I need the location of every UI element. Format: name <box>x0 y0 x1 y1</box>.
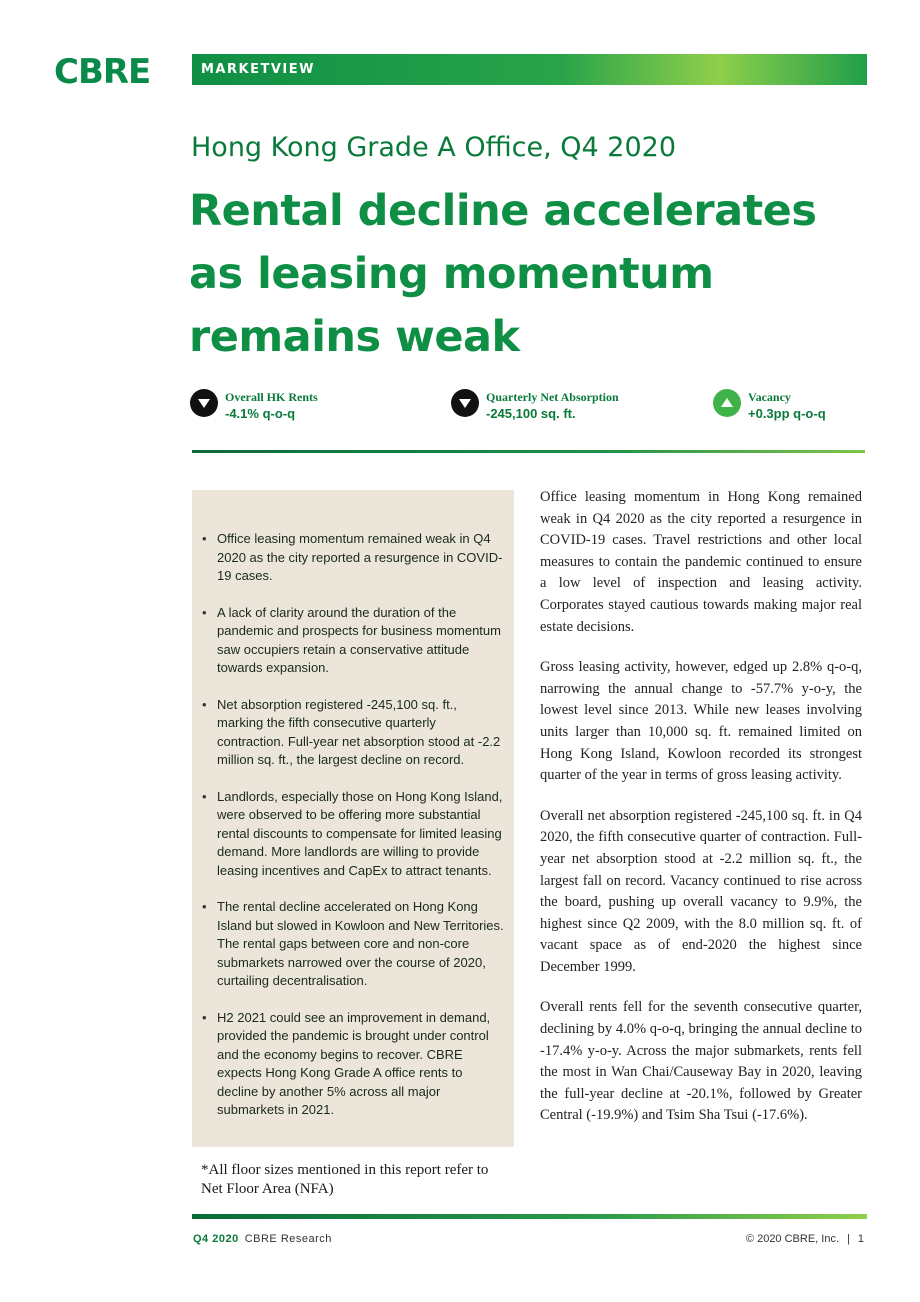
list-item-text: A lack of clarity around the duration of the pandemic and prospects for business momentum saw occupiers retain a conservative attitude towards expansion. <box>217 604 501 675</box>
list-item-text: Office leasing momentum remained weak in Q4 2020 as the city reported a resurgence in COVID-19 cases. <box>217 531 503 583</box>
bullet-icon: • <box>202 604 207 620</box>
bullet-icon: • <box>202 696 207 712</box>
bullet-icon: • <box>202 788 207 804</box>
footer-page-info <box>746 1233 864 1245</box>
footer-separator: | <box>847 1233 850 1245</box>
kpi-label: Vacancy <box>748 390 791 404</box>
bullet-icon: • <box>202 899 207 914</box>
headline: Rental decline accelerates as leasing momentum remains weak <box>189 186 817 362</box>
marketview-banner <box>192 54 867 85</box>
kpi-label: Quarterly Net Absorption <box>486 390 619 404</box>
list-item <box>192 530 514 586</box>
kpi-value: -245,100 sq. ft. <box>486 406 576 421</box>
page-number: 1 <box>857 1233 864 1245</box>
bullet-icon: • <box>202 1009 207 1025</box>
paragraph: Overall net absorption registered -245,100 sq. ft. in Q4 2020, the fifth consecutive quarter of contraction. Full-year net absorption stood at -2.2 million sq. ft., the largest fall on record. Vacancy continued to rise across the board, pushing up overall vacancy to 9.9%, the highest since Q2 2009, with the 8.0 million sq. ft. of vacant space as of end-2020 the highest since December 1999. <box>540 807 862 975</box>
footer-source <box>193 1233 332 1245</box>
copyright: © 2020 CBRE, Inc. <box>745 1233 840 1245</box>
list-item <box>192 696 514 770</box>
list-item-text: Net absorption registered -245,100 sq. ft., marking the fifth consecutive quarterly contraction. Full-year net absorption stood at -2.2 million sq. ft., the largest decline on record. <box>217 696 501 767</box>
arrow-down-icon <box>451 389 479 417</box>
banner-label: MARKETVIEW <box>201 62 315 77</box>
kpi-label: Overall HK Rents <box>225 390 318 404</box>
arrow-down-icon <box>190 389 218 417</box>
bullet-icon: • <box>202 531 207 546</box>
report-subtitle: Hong Kong Grade A Office, Q4 2020 <box>191 132 677 163</box>
list-item <box>192 898 514 991</box>
footer-divider <box>192 1214 867 1219</box>
list-item <box>192 1009 514 1120</box>
paragraph: Overall rents fell for the seventh consecutive quarter, declining by 4.0% q-o-q, bringing the annual decline to -17.4% y-o-y. Across the major submarkets, rents fell the most in Wan Chai/Causeway Bay in 2020, leaving the full-year decline at -20.1%, followed by Greater Central (-19.9%) and Tsim Sha Tsui (-17.6%). <box>540 999 862 1124</box>
list-item-text: H2 2021 could see an improvement in demand, provided the pandemic is brought under control and the economy begins to recover. CBRE expects Hong Kong Grade A office rents to decline by another 5% across all major submarkets in 2021. <box>217 1009 491 1117</box>
highlights-list <box>192 530 514 1138</box>
list-item-text: Landlords, especially those on Hong Kong Island, were observed to be offering more substantial rental discounts to compensate for limited leasing demand. More landlords are willing to provide leasing incentives and CapEx to attract tenants. <box>217 788 503 878</box>
footnote: *All floor sizes mentioned in this report refer to Net Floor Area (NFA) <box>201 1162 489 1197</box>
kpi-value: -4.1% q-o-q <box>225 406 296 421</box>
list-item-text: The rental decline accelerated on Hong Kong Island but slowed in Kowloon and New Territories. The rental gaps between core and non-core submarkets narrowed over the course of 2020, curtailing decentralisation. <box>217 899 504 988</box>
list-item <box>192 788 514 881</box>
paragraph: Gross leasing activity, however, edged up 2.8% q-o-q, narrowing the annual change to -57.7% y-o-y, the lowest level since 2013. While new leases involving units larger than 10,000 sq. ft. remained limited on Hong Kong Island, Kowloon recorded its strongest quarter of the year in terms of gross leasing activity. <box>540 659 862 784</box>
body-text <box>540 487 862 1146</box>
list-item <box>192 604 514 678</box>
footer-research: CBRE Research <box>244 1233 332 1245</box>
divider <box>192 450 865 453</box>
cbre-logo: CBRE <box>54 52 151 92</box>
kpi-value: +0.3pp q-o-q <box>748 406 826 421</box>
paragraph: Office leasing momentum in Hong Kong remained weak in Q4 2020 as the city reported a resurgence in COVID-19 cases. Travel restrictions and other local measures to contain the pandemic continued to ensure a low level of inspection and leasing activity. Corporates stayed cautious towards making major real estate decisions. <box>540 489 862 635</box>
footer-quarter: Q4 2020 <box>193 1233 239 1245</box>
arrow-up-icon <box>713 389 741 417</box>
highlights-panel <box>192 490 514 1147</box>
